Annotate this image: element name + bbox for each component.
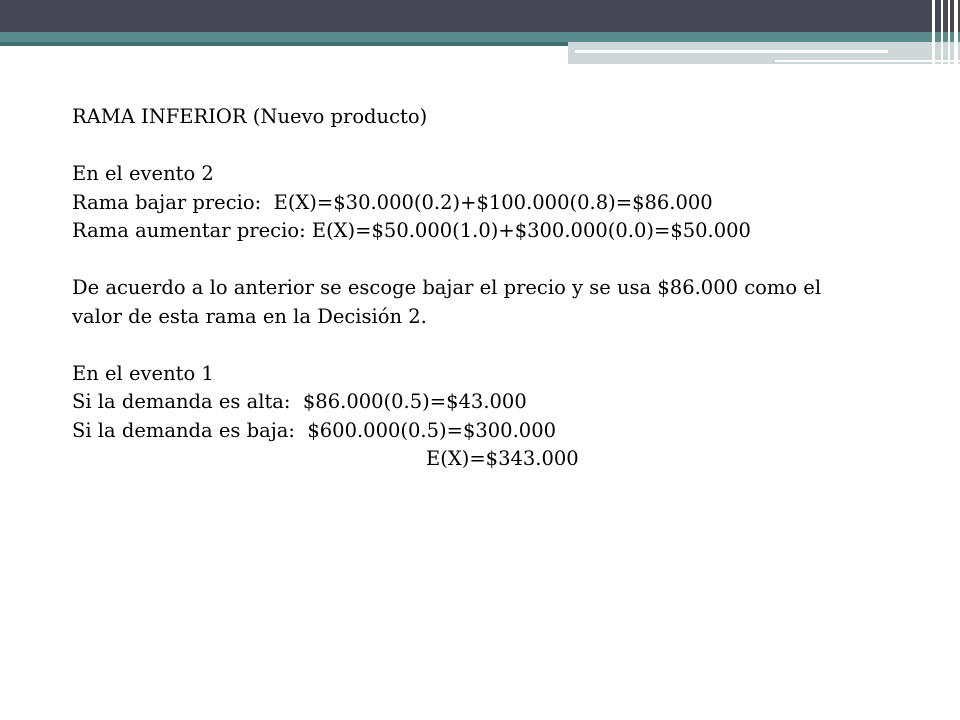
- event2-raise-price: Rama aumentar precio: E(X)=$50.000(1.0)+$300.000(0.0)=$50.000: [72, 219, 751, 242]
- accent-band-dark: [0, 42, 568, 46]
- decorative-bar: [941, 0, 943, 64]
- decorative-bar: [948, 0, 950, 64]
- spacer: [72, 331, 892, 360]
- event1-high-demand: Si la demanda es alta: $86.000(0.5)=$43.000: [72, 390, 527, 413]
- event1-expected-value: E(X)=$343.000: [426, 447, 579, 470]
- conclusion-paragraph: De acuerdo a lo anterior se escoge bajar el precio y se usa $86.000 como el valor de esta rama en la Decisión 2.: [72, 276, 822, 328]
- decorative-line: [575, 50, 888, 53]
- event1-title: En el evento 1: [72, 361, 214, 385]
- spacer: [72, 132, 892, 161]
- event2-lower-price: Rama bajar precio: E(X)=$30.000(0.2)+$100.000(0.8)=$86.000: [72, 190, 713, 214]
- spacer: [72, 246, 892, 275]
- slide-heading: RAMA INFERIOR (Nuevo producto): [72, 105, 428, 128]
- decorative-bar: [932, 0, 935, 64]
- event1-low-demand: Si la demanda es baja: $600.000(0.5)=$300.000: [72, 418, 557, 442]
- slide-body: [72, 103, 892, 474]
- decorative-bar: [954, 0, 958, 64]
- header-bar: [0, 0, 960, 32]
- accent-band: [0, 32, 960, 42]
- decorative-vertical-bars: [930, 0, 960, 64]
- event2-title: En el evento 2: [72, 162, 214, 185]
